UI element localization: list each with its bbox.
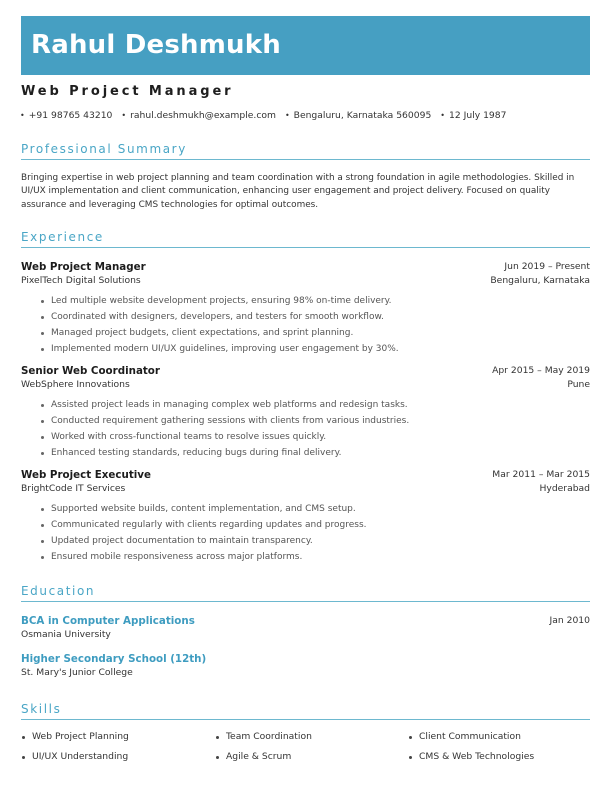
skills-grid	[21, 730, 590, 763]
section-heading-skills: Skills	[21, 702, 590, 720]
job-bullets	[40, 397, 590, 461]
job-bullet: Implemented modern UI/UX guidelines, improving user engagement by 30%.	[40, 341, 590, 357]
education-degree: Higher Secondary School (12th)	[21, 653, 207, 665]
job-dates: Jun 2019 – Present	[504, 261, 590, 272]
job-bullet: Led multiple website development projects, ensuring 98% on-time delivery.	[40, 293, 590, 309]
contact-phone: • +91 98765 43210	[20, 110, 112, 121]
job-bullet: Managed project budgets, client expectations, and sprint planning.	[40, 325, 590, 341]
contact-birthdate: • 12 July 1987	[440, 110, 506, 121]
job-title: Senior Web Coordinator	[21, 365, 160, 377]
job-entry	[21, 260, 590, 357]
contact-email: • rahul.deshmukh@example.com	[121, 110, 276, 121]
job-company: PixelTech Digital Solutions	[21, 275, 141, 286]
candidate-name: Rahul Deshmukh	[31, 30, 281, 60]
education-degree: BCA in Computer Applications	[21, 615, 195, 627]
job-title: Web Project Manager	[21, 261, 146, 273]
education-entry	[21, 614, 590, 641]
job-title: Web Project Executive	[21, 469, 151, 481]
skill-item: Team Coordination	[215, 730, 408, 743]
job-bullet: Supported website builds, content implementation, and CMS setup.	[40, 501, 590, 517]
section-heading-education: Education	[21, 584, 590, 602]
job-dates: Mar 2011 – Mar 2015	[492, 469, 590, 480]
job-bullets	[40, 293, 590, 357]
job-location: Bengaluru, Karnataka	[490, 275, 590, 286]
contact-address: • Bengaluru, Karnataka 560095	[285, 110, 431, 121]
section-heading-experience: Experience	[21, 230, 590, 248]
job-bullets	[40, 501, 590, 565]
name-header-band	[21, 16, 590, 75]
skill-item: UI/UX Understanding	[21, 750, 215, 763]
summary-text: Bringing expertise in web project planning and team coordination with a strong foundation in agile methodologies. Skilled in UI/UX implementation and client communication, enhancing user engagement and project delivery. Focused on quality assurance and leveraging CMS technologies for optimal outcomes.	[21, 173, 575, 210]
job-company: WebSphere Innovations	[21, 379, 130, 390]
job-entry	[21, 468, 590, 565]
role-title: Web Project Manager	[21, 84, 234, 99]
skill-item: CMS & Web Technologies	[408, 750, 590, 763]
job-company: BrightCode IT Services	[21, 483, 126, 494]
education-school: Osmania University	[21, 629, 111, 640]
job-bullet: Worked with cross-functional teams to resolve issues quickly.	[40, 429, 590, 445]
education-school: St. Mary's Junior College	[21, 667, 133, 678]
job-location: Hyderabad	[539, 483, 590, 494]
job-bullet: Assisted project leads in managing complex web platforms and redesign tasks.	[40, 397, 590, 413]
education-date: Jan 2010	[549, 615, 590, 626]
job-bullet: Enhanced testing standards, reducing bugs during final delivery.	[40, 445, 590, 461]
job-bullet: Conducted requirement gathering sessions with clients from various industries.	[40, 413, 590, 429]
job-entry	[21, 364, 590, 461]
skill-item: Client Communication	[408, 730, 590, 743]
skill-item: Agile & Scrum	[215, 750, 408, 763]
contact-line	[20, 110, 515, 121]
job-bullet: Communicated regularly with clients regarding updates and progress.	[40, 517, 590, 533]
job-dates: Apr 2015 – May 2019	[492, 365, 590, 376]
job-bullet: Coordinated with designers, developers, and testers for smooth workflow.	[40, 309, 590, 325]
job-bullet: Updated project documentation to maintain transparency.	[40, 533, 590, 549]
job-location: Pune	[567, 379, 590, 390]
job-bullet: Ensured mobile responsiveness across major platforms.	[40, 549, 590, 565]
section-heading-summary: Professional Summary	[21, 142, 590, 160]
skill-item: Web Project Planning	[21, 730, 215, 743]
education-entry	[21, 652, 590, 679]
